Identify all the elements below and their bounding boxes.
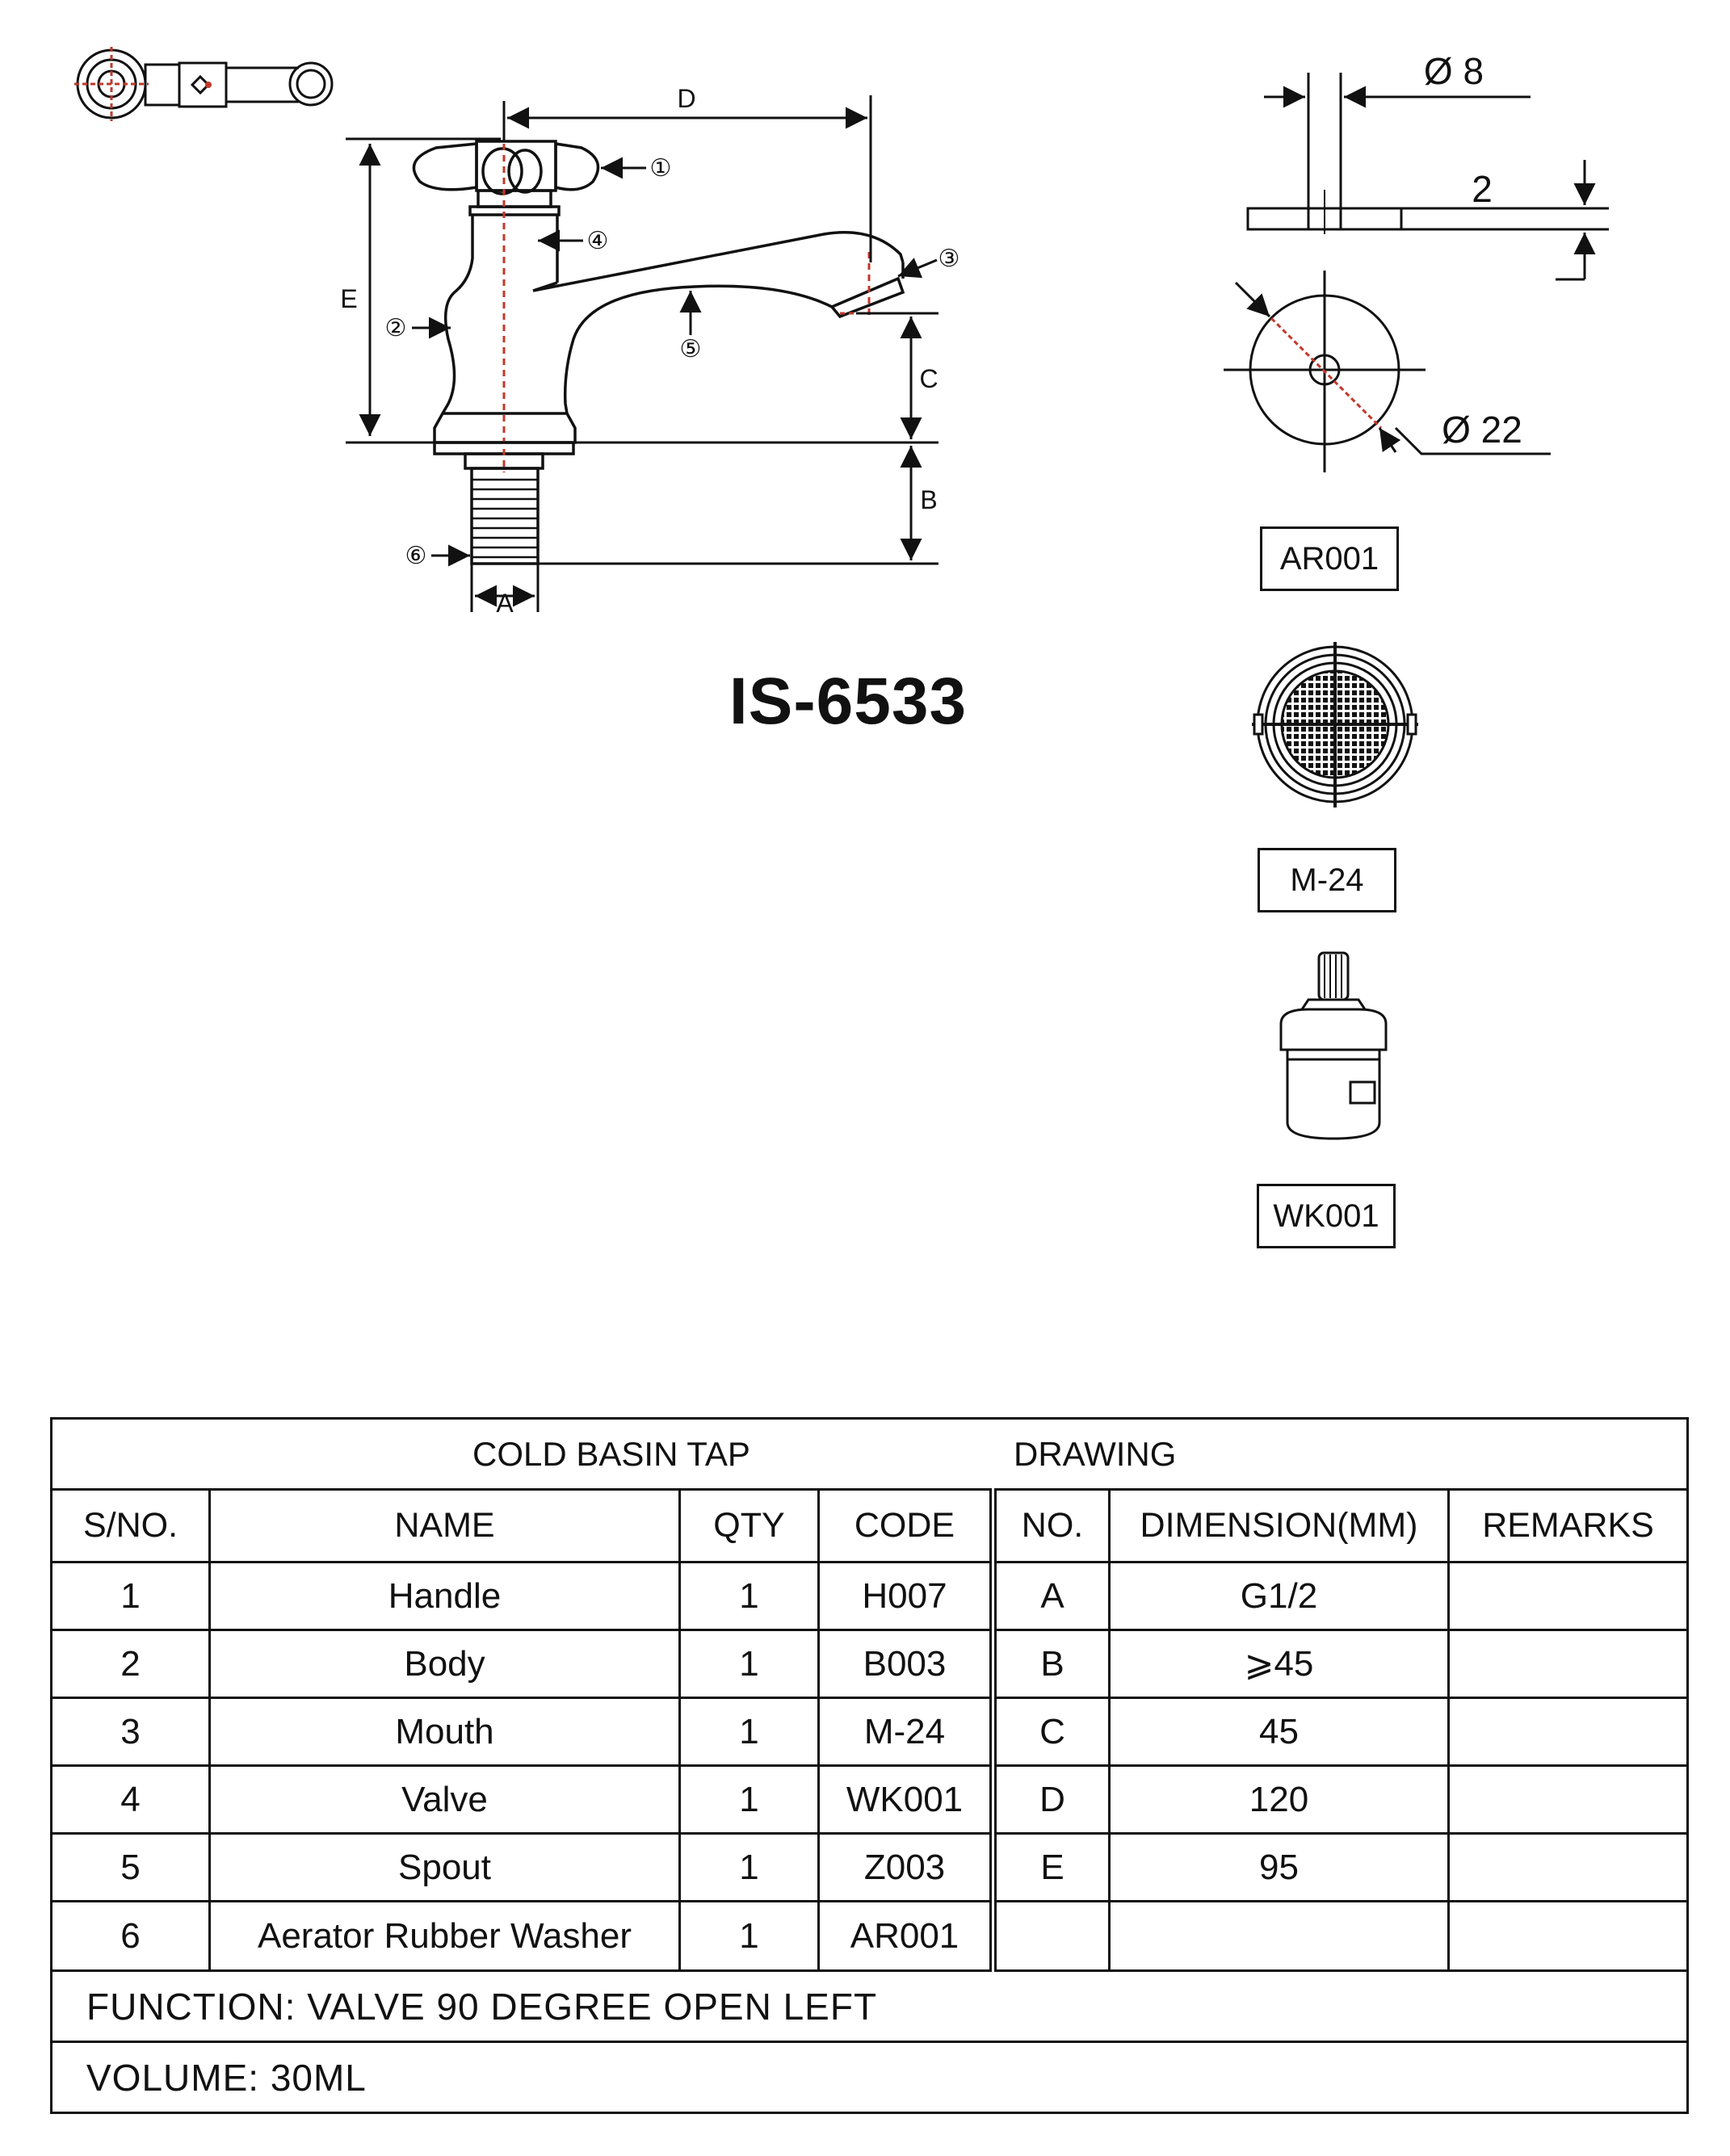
part-label-wk001: WK001 <box>1257 1184 1396 1248</box>
tap-side-view <box>414 121 903 564</box>
header-qty: QTY <box>680 1490 819 1562</box>
callout-3: ③ <box>938 245 960 272</box>
header-sno: S/NO. <box>52 1490 210 1562</box>
callout-1: ① <box>649 155 672 182</box>
table-title-cell <box>52 1419 1688 1490</box>
dim-label-c: C <box>919 364 938 393</box>
cell-name: Aerator Rubber Washer <box>210 1902 680 1971</box>
table-header-row <box>52 1490 1688 1562</box>
aerator-illustration <box>1252 642 1418 807</box>
volume-text: VOLUME: 30ML <box>52 2042 1688 2113</box>
header-dimension: DIMENSION(MM) <box>1110 1490 1449 1562</box>
cell-remarks <box>1449 1902 1688 1971</box>
cell-name: Spout <box>210 1834 680 1902</box>
table-row <box>52 1698 1688 1766</box>
washer-detail <box>1224 73 1609 472</box>
cell-sno: 3 <box>52 1698 210 1766</box>
part-label-m24: M-24 <box>1258 848 1396 912</box>
cell-code: Z003 <box>819 1834 993 1902</box>
cell-dimension: ⩾45 <box>1110 1630 1449 1698</box>
cell-qty: 1 <box>680 1630 819 1698</box>
dim-label-b: B <box>920 485 938 514</box>
cell-no: A <box>993 1562 1110 1630</box>
dimension-lines <box>346 95 938 612</box>
cell-code: AR001 <box>819 1902 993 1971</box>
callout-5: ⑤ <box>679 336 702 363</box>
cell-no <box>993 1902 1110 1971</box>
table-title-row <box>52 1419 1688 1490</box>
model-number: IS-6533 <box>729 665 968 738</box>
cell-sno: 2 <box>52 1630 210 1698</box>
header-code: CODE <box>819 1490 993 1562</box>
table-row <box>52 1902 1688 1971</box>
washer-thickness: 2 <box>1472 168 1493 210</box>
dim-label-e: E <box>340 284 358 313</box>
table-row <box>52 1630 1688 1698</box>
cell-qty: 1 <box>680 1698 819 1766</box>
table-drawing-title: DRAWING <box>1014 1434 1177 1473</box>
cell-no: C <box>993 1698 1110 1766</box>
top-view-thumbnail <box>74 47 332 121</box>
table-row <box>52 1562 1688 1630</box>
cell-name: Handle <box>210 1562 680 1630</box>
cell-code: WK001 <box>819 1766 993 1834</box>
dim-label-d: D <box>677 84 696 113</box>
dimension-letter-labels <box>340 84 938 618</box>
cell-no: D <box>993 1766 1110 1834</box>
callout-6: ⑥ <box>405 543 427 569</box>
header-remarks: REMARKS <box>1449 1490 1688 1562</box>
cell-dimension: 120 <box>1110 1766 1449 1834</box>
cell-sno: 5 <box>52 1834 210 1902</box>
cell-qty: 1 <box>680 1902 819 1971</box>
cell-name: Mouth <box>210 1698 680 1766</box>
cell-name: Body <box>210 1630 680 1698</box>
callout-4: ④ <box>586 228 609 254</box>
washer-outer-diameter: Ø 22 <box>1442 409 1522 451</box>
cell-dimension: 45 <box>1110 1698 1449 1766</box>
cell-code: M-24 <box>819 1698 993 1766</box>
function-text: FUNCTION: VALVE 90 DEGREE OPEN LEFT <box>52 1971 1688 2042</box>
dim-label-a: A <box>496 589 514 618</box>
valve-cartridge-illustration <box>1281 953 1386 1139</box>
table-row <box>52 1766 1688 1834</box>
cell-qty: 1 <box>680 1834 819 1902</box>
washer-inner-diameter: Ø 8 <box>1423 50 1484 92</box>
part-label-ar001: AR001 <box>1260 526 1399 591</box>
cell-remarks <box>1449 1562 1688 1630</box>
cell-remarks <box>1449 1834 1688 1902</box>
header-no: NO. <box>993 1490 1110 1562</box>
table-title: COLD BASIN TAP <box>472 1434 750 1473</box>
cell-remarks <box>1449 1698 1688 1766</box>
cell-code: H007 <box>819 1562 993 1630</box>
cell-sno: 6 <box>52 1902 210 1971</box>
volume-row <box>52 2042 1688 2113</box>
cell-remarks <box>1449 1766 1688 1834</box>
cell-sno: 1 <box>52 1562 210 1630</box>
cell-dimension <box>1110 1902 1449 1971</box>
cell-qty: 1 <box>680 1766 819 1834</box>
header-name: NAME <box>210 1490 680 1562</box>
cell-no: E <box>993 1834 1110 1902</box>
function-row <box>52 1971 1688 2042</box>
cell-dimension: G1/2 <box>1110 1562 1449 1630</box>
table-row <box>52 1834 1688 1902</box>
cell-remarks <box>1449 1630 1688 1698</box>
cell-dimension: 95 <box>1110 1834 1449 1902</box>
cell-no: B <box>993 1630 1110 1698</box>
cell-sno: 4 <box>52 1766 210 1834</box>
cell-qty: 1 <box>680 1562 819 1630</box>
cell-name: Valve <box>210 1766 680 1834</box>
callout-2: ② <box>384 315 407 342</box>
spec-table <box>50 1417 1689 2114</box>
cell-code: B003 <box>819 1630 993 1698</box>
